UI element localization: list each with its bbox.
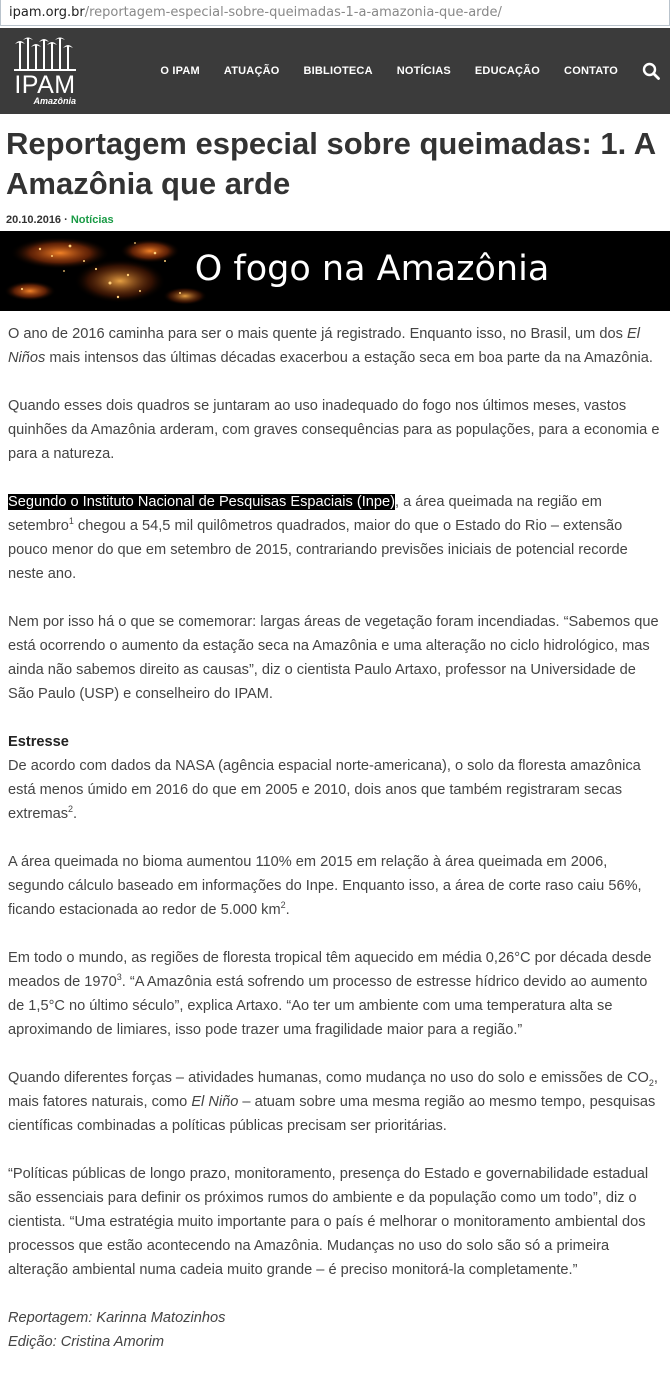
- logo-text: IPAM: [14, 71, 76, 99]
- nav-noticias[interactable]: NOTÍCIAS: [396, 65, 451, 77]
- credit-editor: Edição: Cristina Amorim: [8, 1334, 164, 1350]
- paragraph: [8, 850, 663, 922]
- site-header: [0, 28, 670, 114]
- paragraph: [8, 490, 663, 586]
- logo-subtitle: Amazônia: [33, 96, 76, 106]
- nav-atuacao[interactable]: ATUAÇÃO: [223, 65, 280, 77]
- text: A área queimada no bioma aumentou 110% em 2015 em relação à área queimada em 2006, segundo cálculo baseado em informações do Inpe. Enquanto isso, a área de corte raso caiu 56%, ficando estacionada ao redor de 5.000 km: [8, 854, 642, 918]
- footnote-2[interactable]: 2: [68, 804, 74, 814]
- credit-reporter: Reportagem: Karinna Matozinhos: [8, 1310, 226, 1326]
- article-body: [8, 322, 663, 1354]
- inpe-link[interactable]: Segundo o Instituto Nacional de Pesquisas Espaciais (Inpe): [8, 494, 395, 510]
- footnote-3[interactable]: 3: [116, 972, 122, 982]
- section-title: Estresse: [8, 734, 69, 750]
- text: O ano de 2016 caminha para ser o mais quente já registrado. Enquanto isso, no Brasil, um dos: [8, 326, 627, 342]
- article-date: 20.10.2016: [6, 214, 62, 226]
- paragraph: [8, 730, 663, 826]
- emphasis-text: El Niño: [191, 1094, 239, 1110]
- footnote-1[interactable]: 1: [68, 516, 74, 526]
- article-meta: [6, 214, 670, 226]
- nav-educacao[interactable]: EDUCAÇÃO: [474, 65, 541, 77]
- article-banner: [0, 231, 670, 311]
- search-icon: [642, 62, 660, 80]
- nav-contato[interactable]: CONTATO: [564, 65, 618, 77]
- url-path: /reportagem-especial-sobre-queimadas-1-a-amazonia-que-arde/: [84, 5, 502, 20]
- subscript: 2: [648, 1078, 654, 1088]
- paragraph: [8, 322, 663, 370]
- text: .: [285, 902, 290, 918]
- text: chegou a 54,5 mil quilômetros quadrados, maior do que o Estado do Rio – extensão pouco menor do que em setembro de 2015, contrariando previsões iniciais de potencial recorde neste ano.: [8, 518, 628, 582]
- text: , mais fatores naturais, como: [8, 1070, 658, 1110]
- main-nav: [136, 28, 618, 114]
- address-bar[interactable]: [0, 0, 670, 26]
- text: .: [73, 806, 78, 822]
- ipam-logo[interactable]: [14, 36, 76, 108]
- banner-title: O fogo na Amazônia: [194, 249, 550, 289]
- text: . “A Amazônia está sofrendo um processo de estresse hídrico devido ao aumento de 1,5°C no último século”, explica Artaxo. “Ao ter um ambiente com uma temperatura alta se aproximando de limiares, isso pode trazer uma fragilidade maior para a região.”: [8, 974, 648, 1038]
- paragraph: “Políticas públicas de longo prazo, monitoramento, presença do Estado e governabilidade estadual são essenciais para definir os próximos rumos do ambiente e da população como um todo”, diz o cientista. “Uma estratégia muito importante para o país é melhorar o monitoramento ambiental dos processos que estão acontecendo na Amazônia. Mudanças no uso do solo são só a primeira alteração ambiental numa cadeia muito grande – é preciso monitorá-la completamente.”: [8, 1166, 649, 1278]
- superscript: 2: [280, 900, 286, 910]
- category-link[interactable]: Notícias: [70, 214, 114, 226]
- paragraph: Nem por isso há o que se comemorar: largas áreas de vegetação foram incendiadas. “Sabemos que está ocorrendo o aumento da estação seca na Amazônia e uma alteração no ciclo hidrológico, mas ainda não sabemos direito as causas”, diz o cientista Paulo Artaxo, professor na Universidade de São Paulo (USP) e conselheiro do IPAM.: [8, 614, 659, 702]
- nav-biblioteca[interactable]: BIBLIOTECA: [303, 65, 373, 77]
- url-host: ipam.org.br: [9, 5, 85, 20]
- text: De acordo com dados da NASA (agência espacial norte-americana), o solo da floresta amazônica está menos úmido em 2016 do que em 2005 e 2010, dois anos que também registraram secas extremas: [8, 758, 641, 822]
- forest-logo-icon: [14, 36, 76, 72]
- text: , a área queimada na região em setembro: [8, 494, 602, 534]
- article-credits: [8, 1306, 663, 1354]
- meta-separator: ·: [64, 214, 68, 226]
- article-title: Reportagem especial sobre queimadas: 1. A Amazônia que arde: [6, 126, 655, 201]
- emphasis-text: El Niños: [8, 326, 640, 366]
- search-button[interactable]: [642, 62, 660, 80]
- text: – atuam sobre uma mesma região ao mesmo tempo, pesquisas científicas combinadas a políticas públicas precisam ser prioritárias.: [8, 1094, 656, 1134]
- nav-o-ipam[interactable]: O IPAM: [160, 65, 200, 77]
- text: mais intensos das últimas décadas exacerbou a estação seca em boa parte da na Amazônia.: [45, 350, 653, 366]
- paragraph: [8, 1066, 663, 1138]
- text: Em todo o mundo, as regiões de floresta tropical têm aquecido em média 0,26°C por década desde meados de 1970: [8, 950, 652, 990]
- paragraph: [8, 946, 663, 1042]
- paragraph: Quando esses dois quadros se juntaram ao uso inadequado do fogo nos últimos meses, vastos quinhões da Amazônia arderam, com graves consequências para as populações, para a economia e para a natureza.: [8, 398, 660, 462]
- text: Quando diferentes forças – atividades humanas, como mudança no uso do solo e emissões de CO: [8, 1070, 649, 1086]
